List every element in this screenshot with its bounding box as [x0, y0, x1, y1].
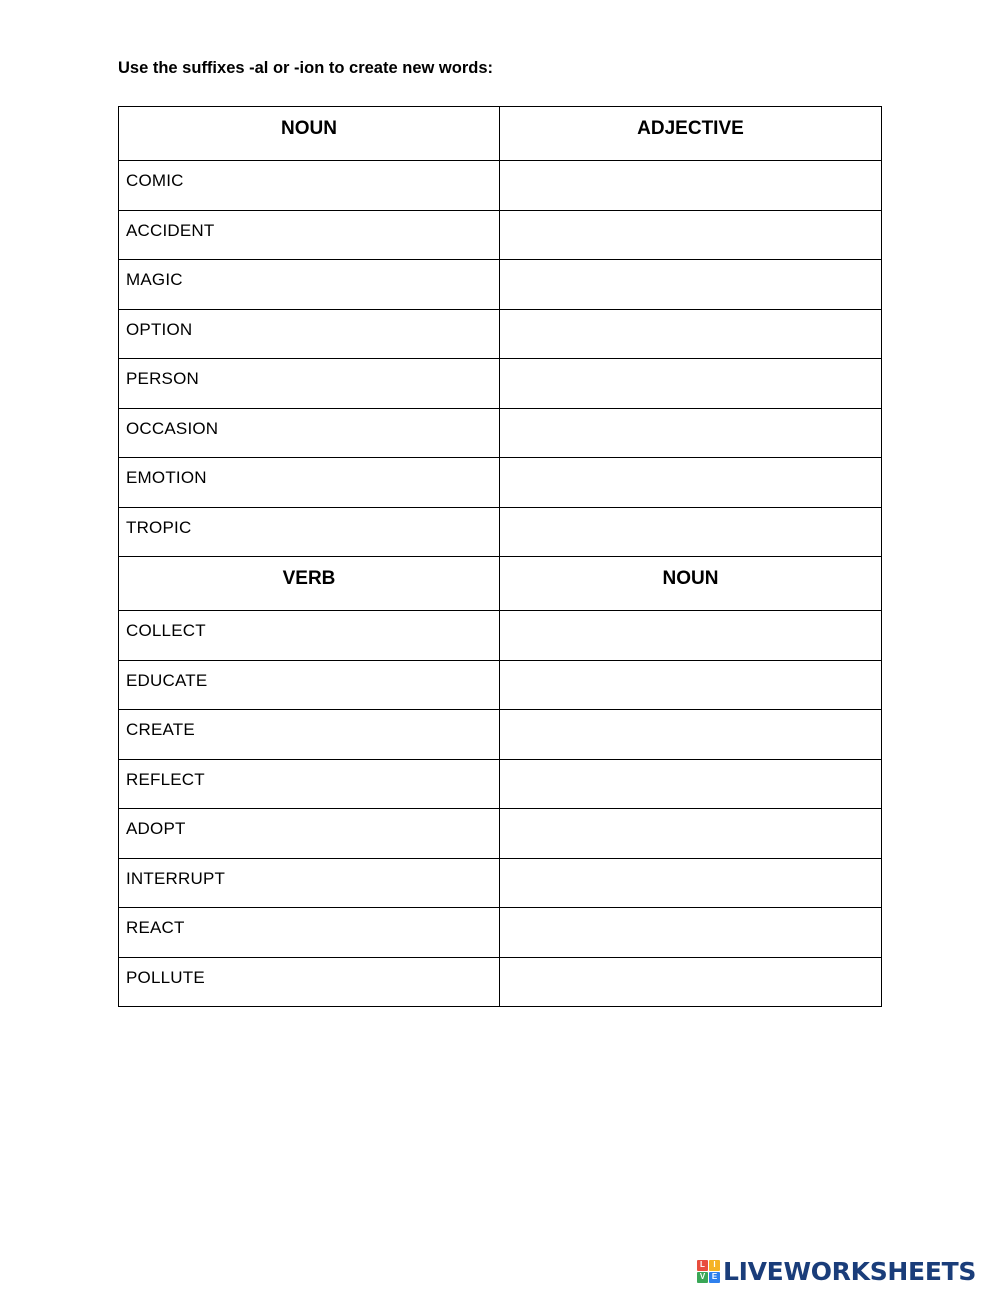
- answer-cell[interactable]: [500, 309, 882, 359]
- table-row: [119, 309, 882, 359]
- answer-field[interactable]: [500, 260, 881, 307]
- word-cell: MAGIC: [119, 260, 500, 310]
- table-row: [119, 507, 882, 557]
- answer-cell[interactable]: [500, 408, 882, 458]
- answer-cell[interactable]: [500, 710, 882, 760]
- word-cell: COLLECT: [119, 611, 500, 661]
- table-row: [119, 408, 882, 458]
- logo-blocks-icon: [697, 1260, 720, 1283]
- logo-block-e: E: [709, 1272, 720, 1283]
- section-header-row: [119, 557, 882, 611]
- answer-field[interactable]: [500, 908, 881, 955]
- answer-cell[interactable]: [500, 858, 882, 908]
- answer-field[interactable]: [500, 958, 881, 1005]
- word-cell: REACT: [119, 908, 500, 958]
- word-cell: OCCASION: [119, 408, 500, 458]
- answer-cell[interactable]: [500, 210, 882, 260]
- word-cell: COMIC: [119, 161, 500, 211]
- answer-cell[interactable]: [500, 260, 882, 310]
- table-row: [119, 161, 882, 211]
- table-row: [119, 759, 882, 809]
- word-cell: EDUCATE: [119, 660, 500, 710]
- logo-block-i: I: [709, 1260, 720, 1271]
- word-cell: ACCIDENT: [119, 210, 500, 260]
- answer-cell[interactable]: [500, 507, 882, 557]
- answer-field[interactable]: [500, 710, 881, 757]
- column-header-adjective: ADJECTIVE: [500, 107, 882, 161]
- answer-field[interactable]: [500, 859, 881, 906]
- answer-cell[interactable]: [500, 161, 882, 211]
- logo-block-l: L: [697, 1260, 708, 1271]
- liveworksheets-logo: [697, 1256, 976, 1286]
- answer-cell[interactable]: [500, 759, 882, 809]
- answer-cell[interactable]: [500, 908, 882, 958]
- word-cell: TROPIC: [119, 507, 500, 557]
- word-table-body: [119, 107, 882, 1007]
- table-row: [119, 908, 882, 958]
- answer-cell[interactable]: [500, 809, 882, 859]
- word-table: [118, 106, 882, 1007]
- column-header-noun: NOUN: [119, 107, 500, 161]
- column-header-verb: VERB: [119, 557, 500, 611]
- answer-field[interactable]: [500, 809, 881, 856]
- answer-field[interactable]: [500, 409, 881, 456]
- answer-cell[interactable]: [500, 957, 882, 1007]
- logo-text: LIVEWORKSHEETS: [723, 1256, 977, 1286]
- word-cell: OPTION: [119, 309, 500, 359]
- table-row: [119, 858, 882, 908]
- word-cell: CREATE: [119, 710, 500, 760]
- table-row: [119, 710, 882, 760]
- table-row: [119, 458, 882, 508]
- answer-field[interactable]: [500, 310, 881, 357]
- table-row: [119, 611, 882, 661]
- column-header-noun: NOUN: [500, 557, 882, 611]
- table-row: [119, 660, 882, 710]
- answer-field[interactable]: [500, 359, 881, 406]
- answer-cell[interactable]: [500, 458, 882, 508]
- answer-field[interactable]: [500, 661, 881, 708]
- word-cell: PERSON: [119, 359, 500, 409]
- answer-field[interactable]: [500, 611, 881, 658]
- answer-cell[interactable]: [500, 611, 882, 661]
- table-row: [119, 359, 882, 409]
- table-row: [119, 260, 882, 310]
- word-cell: POLLUTE: [119, 957, 500, 1007]
- answer-cell[interactable]: [500, 359, 882, 409]
- table-row: [119, 210, 882, 260]
- word-cell: EMOTION: [119, 458, 500, 508]
- answer-field[interactable]: [500, 211, 881, 258]
- table-row: [119, 809, 882, 859]
- section-header-row: [119, 107, 882, 161]
- answer-field[interactable]: [500, 161, 881, 208]
- word-cell: REFLECT: [119, 759, 500, 809]
- table-row: [119, 957, 882, 1007]
- answer-field[interactable]: [500, 458, 881, 505]
- answer-cell[interactable]: [500, 660, 882, 710]
- answer-field[interactable]: [500, 508, 881, 555]
- logo-block-v: V: [697, 1272, 708, 1283]
- answer-field[interactable]: [500, 760, 881, 807]
- word-cell: INTERRUPT: [119, 858, 500, 908]
- instruction-text: Use the suffixes -al or -ion to create new words:: [118, 59, 493, 77]
- word-cell: ADOPT: [119, 809, 500, 859]
